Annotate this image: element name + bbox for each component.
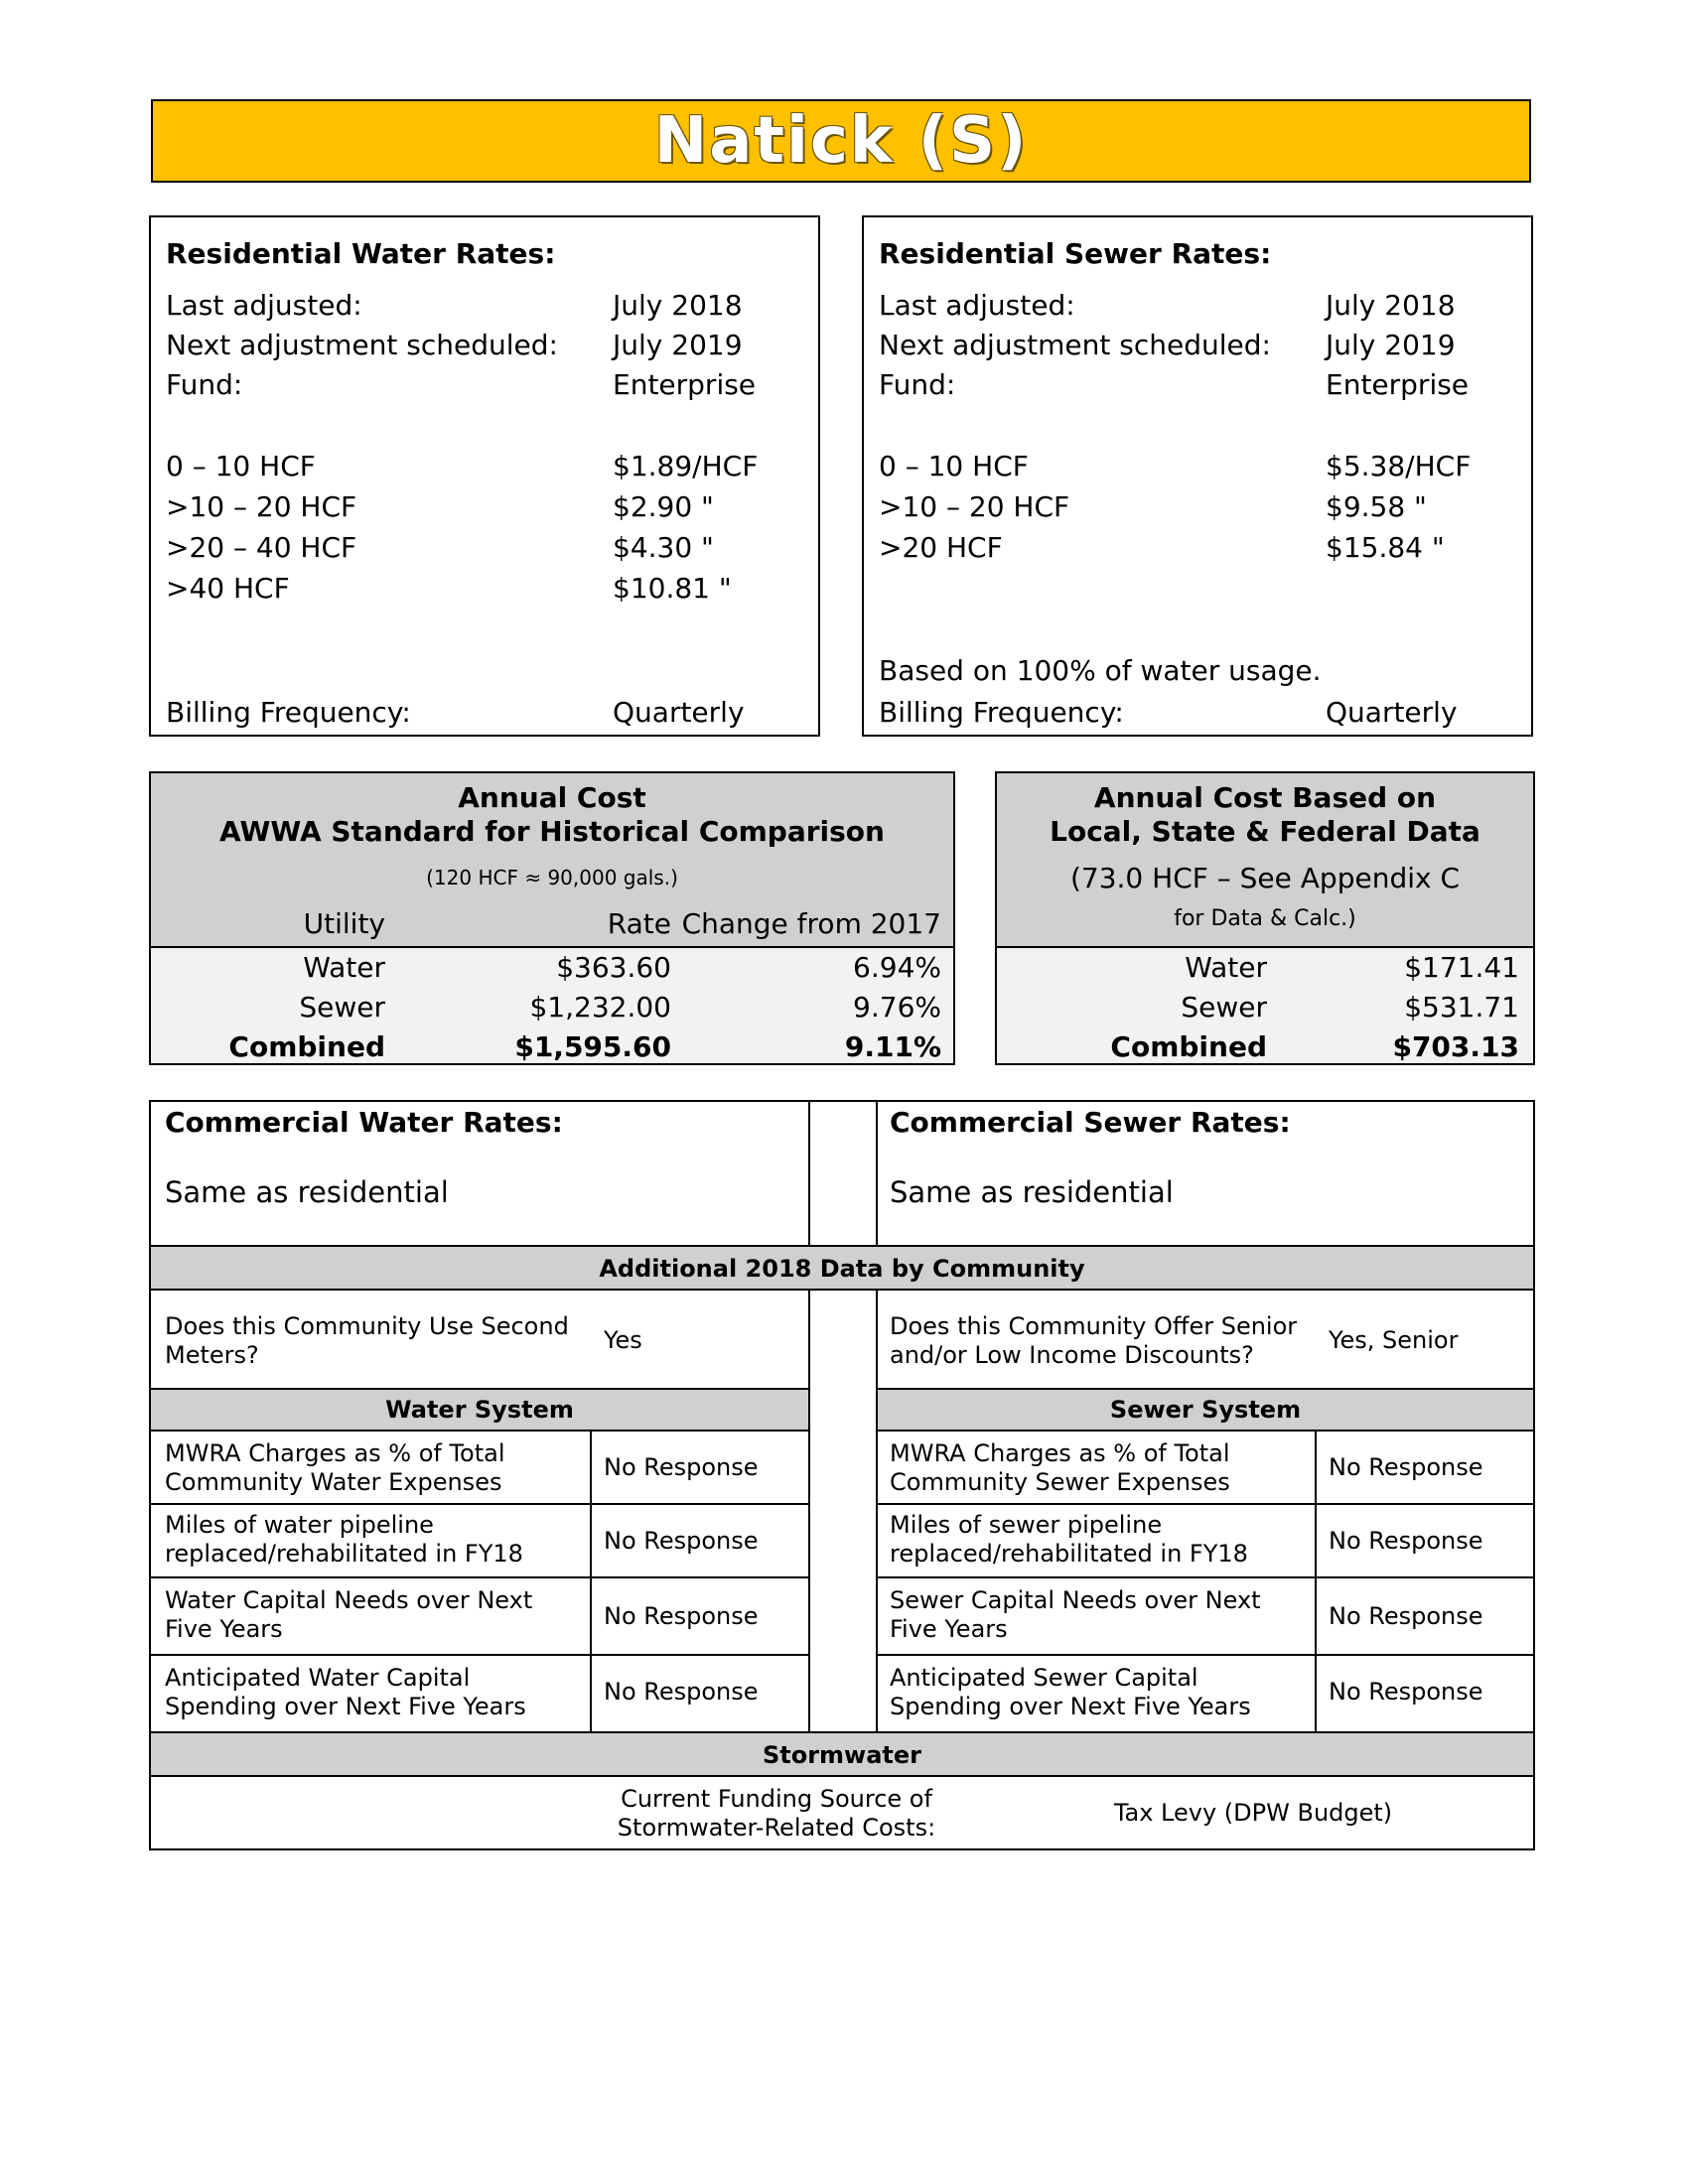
divider — [876, 1503, 1533, 1505]
local-annual-cost-panel — [995, 771, 1535, 1065]
sewer-tier-range: >10 – 20 HCF — [879, 490, 1070, 523]
awwa-subtitle: (120 HCF ≈ 90,000 gals.) — [426, 866, 678, 889]
awwa-rate: $363.60 — [556, 951, 671, 984]
water-system-question: Miles of water pipeline replaced/rehabilitated in FY18 — [165, 1511, 523, 1568]
awwa-rate: $1,595.60 — [514, 1030, 671, 1063]
divider — [1315, 1430, 1317, 1733]
local-subtitle-line1: (73.0 HCF – See Appendix C — [1069, 862, 1461, 894]
commercial-sewer-value: Same as residential — [890, 1175, 1174, 1209]
water-system-answer: No Response — [604, 1527, 759, 1555]
divider — [876, 1430, 1533, 1432]
sewer-last-adjusted-row — [879, 287, 1521, 325]
water-last-adjusted-value: July 2018 — [613, 289, 743, 322]
water-billing-row — [166, 694, 808, 732]
sewer-last-adjusted-value: July 2018 — [1326, 289, 1456, 322]
divider — [876, 1102, 878, 1247]
commercial-water-value: Same as residential — [165, 1175, 449, 1209]
awwa-row-water — [151, 948, 953, 988]
sewer-billing-row — [879, 694, 1521, 732]
residential-water-heading: Residential Water Rates: — [166, 237, 556, 270]
sewer-tier-range: 0 – 10 HCF — [879, 450, 1029, 482]
water-tier-rate: $1.89/HCF — [613, 450, 759, 482]
divider — [151, 1775, 1533, 1777]
residential-water-rates-box — [149, 215, 820, 737]
local-row-water — [997, 948, 1533, 988]
sewer-system-question: MWRA Charges as % of Total Community Sewer Expenses — [890, 1439, 1230, 1496]
local-rate: $171.41 — [1404, 951, 1519, 984]
awwa-title-line1: Annual Cost — [458, 781, 646, 814]
divider — [151, 1503, 810, 1505]
local-row-combined — [997, 1027, 1533, 1067]
divider — [151, 1731, 1533, 1733]
page-title: Natick (S) — [653, 104, 1029, 178]
awwa-col-rate: Rate — [607, 907, 671, 940]
local-title-line2: Local, State & Federal Data — [1050, 815, 1480, 848]
divider — [151, 1289, 1533, 1291]
divider — [876, 1388, 1533, 1390]
awwa-utility: Sewer — [299, 991, 385, 1024]
water-fund-value: Enterprise — [613, 368, 757, 401]
sewer-system-heading: Sewer System — [1109, 1396, 1302, 1424]
sewer-system-answer: No Response — [1329, 1602, 1483, 1630]
local-row-sewer — [997, 988, 1533, 1027]
sewer-note-row — [879, 652, 1521, 690]
water-tier-range: >40 HCF — [166, 572, 290, 605]
stormwater-answer: Tax Levy (DPW Budget) — [1113, 1799, 1393, 1827]
water-fund-label: Fund: — [166, 368, 243, 401]
sewer-next-adjustment-label: Next adjustment scheduled: — [879, 329, 1271, 361]
local-subtitle-line2: for Data & Calc.) — [1174, 906, 1356, 931]
water-billing-value: Quarterly — [613, 696, 745, 729]
awwa-annual-cost-panel — [149, 771, 955, 1065]
divider — [808, 1289, 810, 1733]
commercial-sewer-heading: Commercial Sewer Rates: — [890, 1106, 1291, 1139]
water-fund-row — [166, 366, 808, 404]
local-rate: $531.71 — [1404, 991, 1519, 1024]
sewer-note: Based on 100% of water usage. — [879, 654, 1322, 687]
local-header — [997, 773, 1533, 948]
sewer-system-answer: No Response — [1329, 1527, 1483, 1555]
water-last-adjusted-row — [166, 287, 808, 325]
divider — [151, 1430, 810, 1432]
water-system-heading: Water System — [385, 1396, 574, 1424]
sewer-tier-rate: $15.84 " — [1326, 531, 1445, 564]
divider — [151, 1245, 1533, 1247]
sewer-tier-rate: $9.58 " — [1326, 490, 1427, 523]
water-system-question: Water Capital Needs over Next Five Years — [165, 1586, 533, 1643]
discounts-question: Does this Community Offer Senior and/or Low Income Discounts? — [890, 1312, 1298, 1369]
awwa-change: 6.94% — [853, 951, 941, 984]
sewer-tier-range: >20 HCF — [879, 531, 1003, 564]
awwa-change: 9.76% — [853, 991, 941, 1024]
local-utility: Sewer — [1181, 991, 1267, 1024]
water-tier-rate: $4.30 " — [613, 531, 714, 564]
sewer-system-question: Sewer Capital Needs over Next Five Years — [890, 1586, 1261, 1643]
awwa-col-utility: Utility — [303, 907, 385, 940]
sewer-billing-label: Billing Frequency: — [879, 696, 1124, 729]
additional-heading: Additional 2018 Data by Community — [599, 1255, 1085, 1283]
divider — [808, 1102, 810, 1247]
stormwater-heading: Stormwater — [762, 1741, 922, 1769]
discounts-answer: Yes, Senior — [1329, 1326, 1459, 1354]
water-tier-row — [166, 488, 808, 526]
water-system-answer: No Response — [604, 1453, 759, 1481]
commercial-water-heading: Commercial Water Rates: — [165, 1106, 563, 1139]
awwa-utility: Combined — [228, 1030, 385, 1063]
sewer-tier-row — [879, 448, 1521, 485]
water-system-question: Anticipated Water Capital Spending over Next Five Years — [165, 1664, 526, 1720]
sewer-fund-label: Fund: — [879, 368, 956, 401]
local-utility: Combined — [1110, 1030, 1267, 1063]
sewer-system-answer: No Response — [1329, 1453, 1483, 1481]
sewer-system-question: Anticipated Sewer Capital Spending over Next Five Years — [890, 1664, 1251, 1720]
second-meters-answer: Yes — [604, 1326, 642, 1354]
awwa-header — [151, 773, 953, 904]
awwa-col-change: Change from 2017 — [681, 907, 941, 940]
water-tier-range: >10 – 20 HCF — [166, 490, 357, 523]
water-next-adjustment-value: July 2019 — [613, 329, 743, 361]
water-last-adjusted-label: Last adjusted: — [166, 289, 362, 322]
water-tier-range: 0 – 10 HCF — [166, 450, 316, 482]
sewer-tier-row — [879, 488, 1521, 526]
divider — [876, 1289, 878, 1733]
water-tier-range: >20 – 40 HCF — [166, 531, 357, 564]
divider — [151, 1576, 810, 1578]
sewer-tier-rate: $5.38/HCF — [1326, 450, 1472, 482]
local-rate: $703.13 — [1392, 1030, 1519, 1063]
awwa-title-line2: AWWA Standard for Historical Comparison — [219, 815, 885, 848]
divider — [876, 1654, 1533, 1656]
water-tier-row — [166, 570, 808, 608]
sewer-system-answer: No Response — [1329, 1678, 1483, 1706]
water-system-question: MWRA Charges as % of Total Community Water Expenses — [165, 1439, 505, 1496]
commercial-additional-grid — [149, 1100, 1535, 1850]
divider — [151, 1654, 810, 1656]
water-tier-rate: $2.90 " — [613, 490, 714, 523]
awwa-column-headers — [151, 902, 953, 948]
awwa-rate: $1,232.00 — [529, 991, 671, 1024]
sewer-last-adjusted-label: Last adjusted: — [879, 289, 1075, 322]
title-banner — [151, 99, 1531, 183]
awwa-change: 9.11% — [844, 1030, 941, 1063]
water-tier-rate: $10.81 " — [613, 572, 732, 605]
residential-sewer-rates-box — [862, 215, 1533, 737]
awwa-utility: Water — [303, 951, 385, 984]
awwa-row-combined — [151, 1027, 953, 1067]
local-utility: Water — [1185, 951, 1267, 984]
local-title-line1: Annual Cost Based on — [1093, 781, 1437, 814]
sewer-next-adjustment-row — [879, 327, 1521, 364]
sewer-next-adjustment-value: July 2019 — [1326, 329, 1456, 361]
sewer-fund-value: Enterprise — [1326, 368, 1470, 401]
water-billing-label: Billing Frequency: — [166, 696, 411, 729]
sewer-system-question: Miles of sewer pipeline replaced/rehabilitated in FY18 — [890, 1511, 1248, 1568]
divider — [151, 1388, 810, 1390]
divider — [590, 1430, 592, 1733]
water-next-adjustment-row — [166, 327, 808, 364]
awwa-row-sewer — [151, 988, 953, 1027]
water-next-adjustment-label: Next adjustment scheduled: — [166, 329, 558, 361]
divider — [876, 1576, 1533, 1578]
sewer-billing-value: Quarterly — [1326, 696, 1458, 729]
residential-sewer-heading: Residential Sewer Rates: — [879, 237, 1272, 270]
stormwater-question: Current Funding Source of Stormwater-Related Costs: — [617, 1785, 936, 1842]
sewer-fund-row — [879, 366, 1521, 404]
water-system-answer: No Response — [604, 1678, 759, 1706]
water-tier-row — [166, 529, 808, 567]
second-meters-question: Does this Community Use Second Meters? — [165, 1312, 569, 1369]
water-tier-row — [166, 448, 808, 485]
water-system-answer: No Response — [604, 1602, 759, 1630]
sewer-tier-row — [879, 529, 1521, 567]
